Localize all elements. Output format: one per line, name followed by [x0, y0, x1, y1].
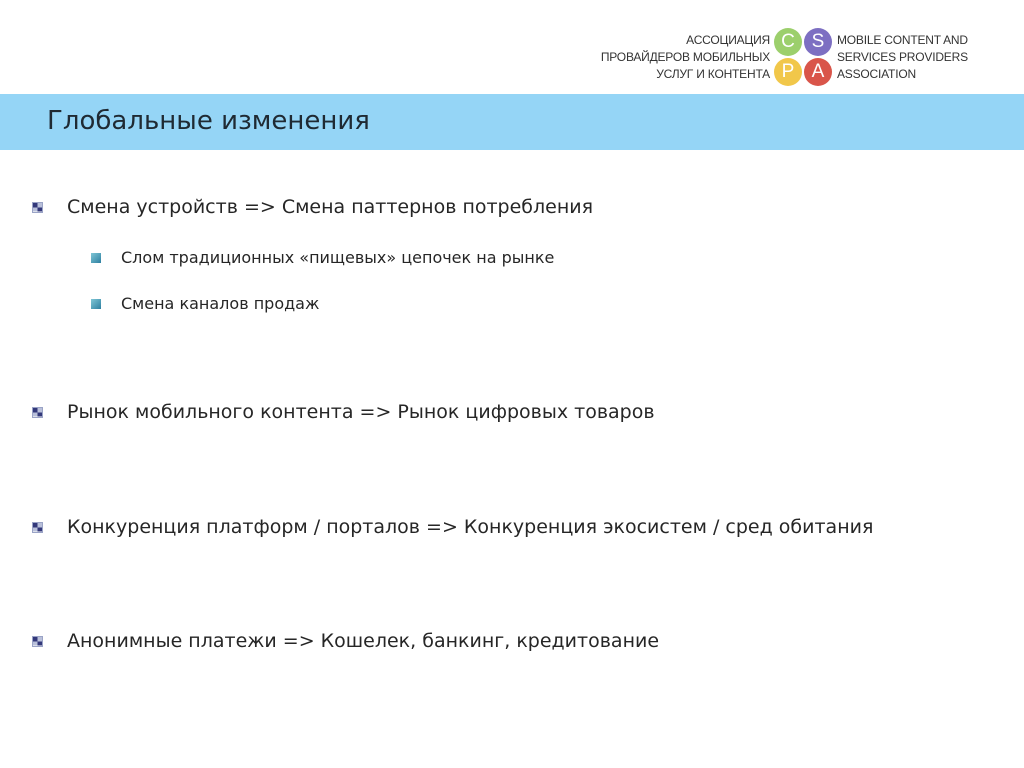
bullet-item: [32, 196, 593, 218]
sub-bullet-square-icon: [91, 253, 101, 263]
slide-title: Глобальные изменения: [47, 106, 370, 136]
bullet-item: [32, 630, 659, 652]
bullet-text: Смена устройств => Смена паттернов потребления: [67, 196, 594, 218]
logo-circle-c: C: [774, 28, 802, 56]
slide-title-bar: [0, 94, 1024, 150]
bullet-square-icon: [32, 522, 43, 533]
logo-circle-a: A: [804, 58, 832, 86]
logo-en-line: SERVICES PROVIDERS: [837, 50, 968, 64]
bullet-text: Рынок мобильного контента => Рынок цифровых товаров: [67, 401, 655, 423]
sub-bullet-item: [91, 294, 319, 313]
sub-bullet-text: Слом традиционных «пищевых» цепочек на рынке: [121, 248, 555, 267]
bullet-square-icon: [32, 202, 43, 213]
association-logo: [586, 28, 986, 88]
logo-russian-name: [586, 32, 770, 83]
bullet-item: [32, 516, 873, 538]
logo-circles: [774, 28, 834, 88]
sub-bullet-item: [91, 248, 554, 267]
bullet-square-icon: [32, 407, 43, 418]
logo-circle-p: P: [774, 58, 802, 86]
sub-bullet-square-icon: [91, 299, 101, 309]
bullet-text: Конкуренция платформ / порталов => Конкуренция экосистем / сред обитания: [67, 516, 874, 538]
logo-ru-line: АССОЦИАЦИЯ: [686, 33, 770, 47]
logo-ru-line: УСЛУГ И КОНТЕНТА: [656, 67, 770, 81]
logo-en-line: MOBILE CONTENT AND: [837, 33, 968, 47]
logo-circle-s: S: [804, 28, 832, 56]
bullet-item: [32, 401, 655, 423]
logo-english-name: [837, 32, 997, 83]
sub-bullet-text: Смена каналов продаж: [121, 294, 320, 313]
bullet-text: Анонимные платежи => Кошелек, банкинг, кредитование: [67, 630, 660, 652]
logo-en-line: ASSOCIATION: [837, 67, 916, 81]
logo-ru-line: ПРОВАЙДЕРОВ МОБИЛЬНЫХ: [600, 50, 770, 64]
bullet-square-icon: [32, 636, 43, 647]
